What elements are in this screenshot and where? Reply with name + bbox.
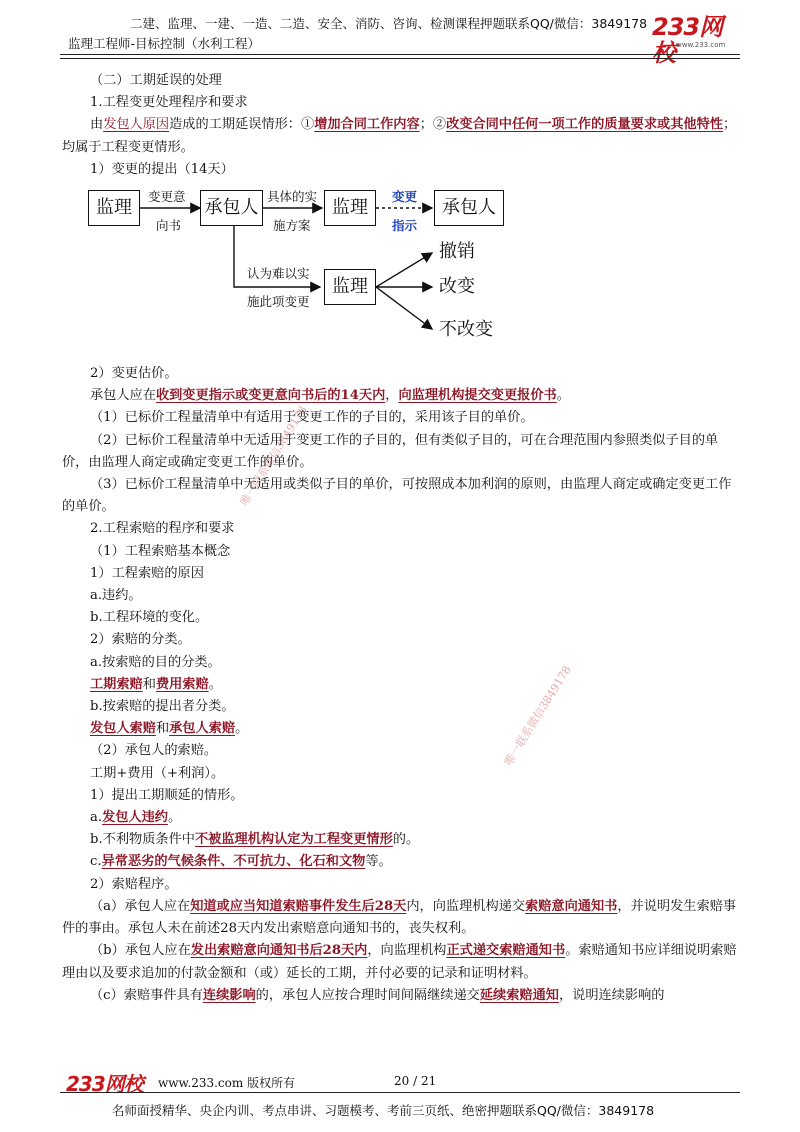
list-item: a.按索赔的目的分类。 xyxy=(90,654,221,670)
procedure-step: （a）承包人应在知道或应当知道索赔事件发生后28天内，向监理机构递交索赔意向通知书，并说明发生索赔事件的事由。承包人未在前述28天内发出索赔意向通知书的，丧失权利。 xyxy=(62,898,737,937)
arrow-label: 具体的实 xyxy=(267,189,318,205)
arrow-label-blue: 指示 xyxy=(392,218,418,234)
footer-copyright: www.233.com 版权所有 xyxy=(158,1076,296,1090)
list-heading: 1）工程索赔的原因 xyxy=(90,565,204,581)
list-heading: 2）索赔程序。 xyxy=(90,876,178,892)
section-heading: （二）工期延误的处理 xyxy=(90,73,222,88)
brand-logo-text: 233网校 xyxy=(652,13,723,67)
box-contractor: 承包人 xyxy=(200,190,263,226)
highlight-text: 收到变更指示或变更意向书后的14天内 xyxy=(155,388,386,404)
highlight-text: 连续影响 xyxy=(202,987,256,1003)
arrow-label: 施方案 xyxy=(273,218,311,234)
highlight-text: 发出索赔意向通知书后28天内 xyxy=(190,943,368,959)
list-item: 工期+费用（+利润）。 xyxy=(90,765,225,781)
highlight-text: 延续索赔通知 xyxy=(479,987,559,1003)
paragraph-change-cases: 由发包人原因造成的工期延误情形：①增加合同工作内容；②改变合同中任何一项工作的质量要求或其他特性；均属于工程变更情形。 xyxy=(62,117,737,155)
list-heading: 1）提出工期顺延的情形。 xyxy=(90,787,244,803)
arrow-label: 向书 xyxy=(156,218,182,234)
arrow-label: 变更意 xyxy=(148,189,186,205)
highlight-text: 发包人索赔 xyxy=(90,721,156,737)
header-banner: 二建、监理、一建、一造、二造、安全、消防、咨询、检测课程押题联系QQ/微信：3849178 xyxy=(130,16,648,31)
header-rule-thin xyxy=(60,58,740,59)
list-heading: （1）工程索赔基本概念 xyxy=(90,543,231,559)
highlight-text: 异常恶劣的气候条件、不可抗力、化石和文物 xyxy=(101,854,366,870)
document-subtitle: 监理工程师-目标控制（水利工程） xyxy=(68,36,261,51)
list-item: a.违约。 xyxy=(90,588,142,604)
outcome-revoke: 撤销 xyxy=(439,241,475,263)
highlight-text: 承包人索赔 xyxy=(169,721,236,737)
change-flow-diagram xyxy=(62,183,742,363)
branch-label: 认为难以实 xyxy=(247,266,310,282)
list-item: 工期索赔和费用索赔。 xyxy=(90,676,222,692)
highlight-text: 发包人原因 xyxy=(103,117,170,133)
highlight-text: 工期索赔 xyxy=(90,676,143,692)
brand-logo xyxy=(652,13,744,67)
list-item: b.按索赔的提出者分类。 xyxy=(90,699,235,715)
highlight-text: 增加合同工作内容 xyxy=(314,117,420,133)
step-heading: 2）变更估价。 xyxy=(90,366,178,382)
list-item: 发包人索赔和承包人索赔。 xyxy=(90,721,249,737)
highlight-text: 改变合同中任何一项工作的质量要求或其他特性 xyxy=(446,117,723,133)
document-body xyxy=(62,70,742,1007)
box-supervisor: 监理 xyxy=(324,269,376,305)
procedure-step: （c）索赔事件具有连续影响的，承包人应按合理时间间隔继续递交延续索赔通知，说明连续影响的 xyxy=(90,987,665,1003)
paragraph-valuation: 承包人应在收到变更指示或变更意向书后的14天内，向监理机构提交变更报价书。 xyxy=(90,388,570,404)
header-rule xyxy=(60,54,740,55)
footer-ad: 名师面授精华、央企内训、考点串讲、习题模考、考前三页纸、绝密押题联系QQ/微信：3849178 xyxy=(112,1103,655,1118)
page-number: 20 / 21 xyxy=(394,1074,437,1088)
footer-logo: 233网校 xyxy=(66,1072,143,1096)
step-heading: 1）变更的提出（14天） xyxy=(90,161,234,177)
brand-logo-site: www.233.com xyxy=(676,41,726,49)
highlight-text: 费用索赔 xyxy=(155,676,209,692)
arrow-line xyxy=(376,253,432,287)
list-heading: （2）承包人的索赔。 xyxy=(90,743,218,759)
valuation-rule: （2）已标价工程量清单中无适用于变更工作的子目的，但有类似子目的，可在合理范围内参照类似子目的单价，由监理人商定或确定变更工作的单价。 xyxy=(62,432,719,470)
valuation-rule: （1）已标价工程量清单中有适用于变更工作的子目的，采用该子目的单价。 xyxy=(90,410,534,426)
arrow-label-blue: 变更 xyxy=(392,189,418,205)
highlight-text: 不被监理机构认定为工程变更情形 xyxy=(194,832,393,848)
footer-rule xyxy=(60,1092,740,1093)
highlight-text: 发包人违约 xyxy=(102,810,168,826)
highlight-text: 向监理机构提交变更报价书 xyxy=(398,388,557,404)
arrow-line xyxy=(376,287,432,329)
branch-label: 施此项变更 xyxy=(247,294,310,310)
subsection-heading: 1.工程变更处理程序和要求 xyxy=(90,95,248,111)
valuation-rule: （3）已标价工程量清单中无适用或类似子目的单价，可按照成本加利润的原则，由监理人商定或确定变更工作的单价。 xyxy=(62,477,732,515)
highlight-text: 正式递交索赔通知书 xyxy=(446,943,566,959)
highlight-text: 索赔意向通知书 xyxy=(525,898,618,914)
highlight-text: 知道或应当知道索赔事件发生后28天 xyxy=(190,898,407,914)
list-item: a.发包人违约。 xyxy=(90,810,182,826)
box-supervisor: 监理 xyxy=(324,190,376,226)
watermark: 唯一联系微信3849178 xyxy=(501,663,574,768)
subsection-heading: 2.工程索赔的程序和要求 xyxy=(90,521,235,537)
box-supervisor: 监理 xyxy=(88,190,140,226)
list-item: b.不利物质条件中不被监理机构认定为工程变更情形的。 xyxy=(90,832,420,848)
outcome-change: 改变 xyxy=(439,276,475,298)
watermark: 唯一联系微信3849178 xyxy=(237,403,310,508)
diagram-arrows xyxy=(62,183,742,363)
outcome-no-change: 不改变 xyxy=(439,319,493,341)
box-contractor: 承包人 xyxy=(434,190,504,226)
list-item: c.异常恶劣的气候条件、不可抗力、化石和文物等。 xyxy=(90,854,392,870)
list-heading: 2）索赔的分类。 xyxy=(90,632,191,648)
list-item: b.工程环境的变化。 xyxy=(90,610,209,626)
procedure-step: （b）承包人应在发出索赔意向通知书后28天内，向监理机构正式递交索赔通知书。索赔通知书应详细说明索赔理由以及要求追加的付款金额和（或）延长的工期，并付必要的记录和证明材料。 xyxy=(62,943,737,981)
